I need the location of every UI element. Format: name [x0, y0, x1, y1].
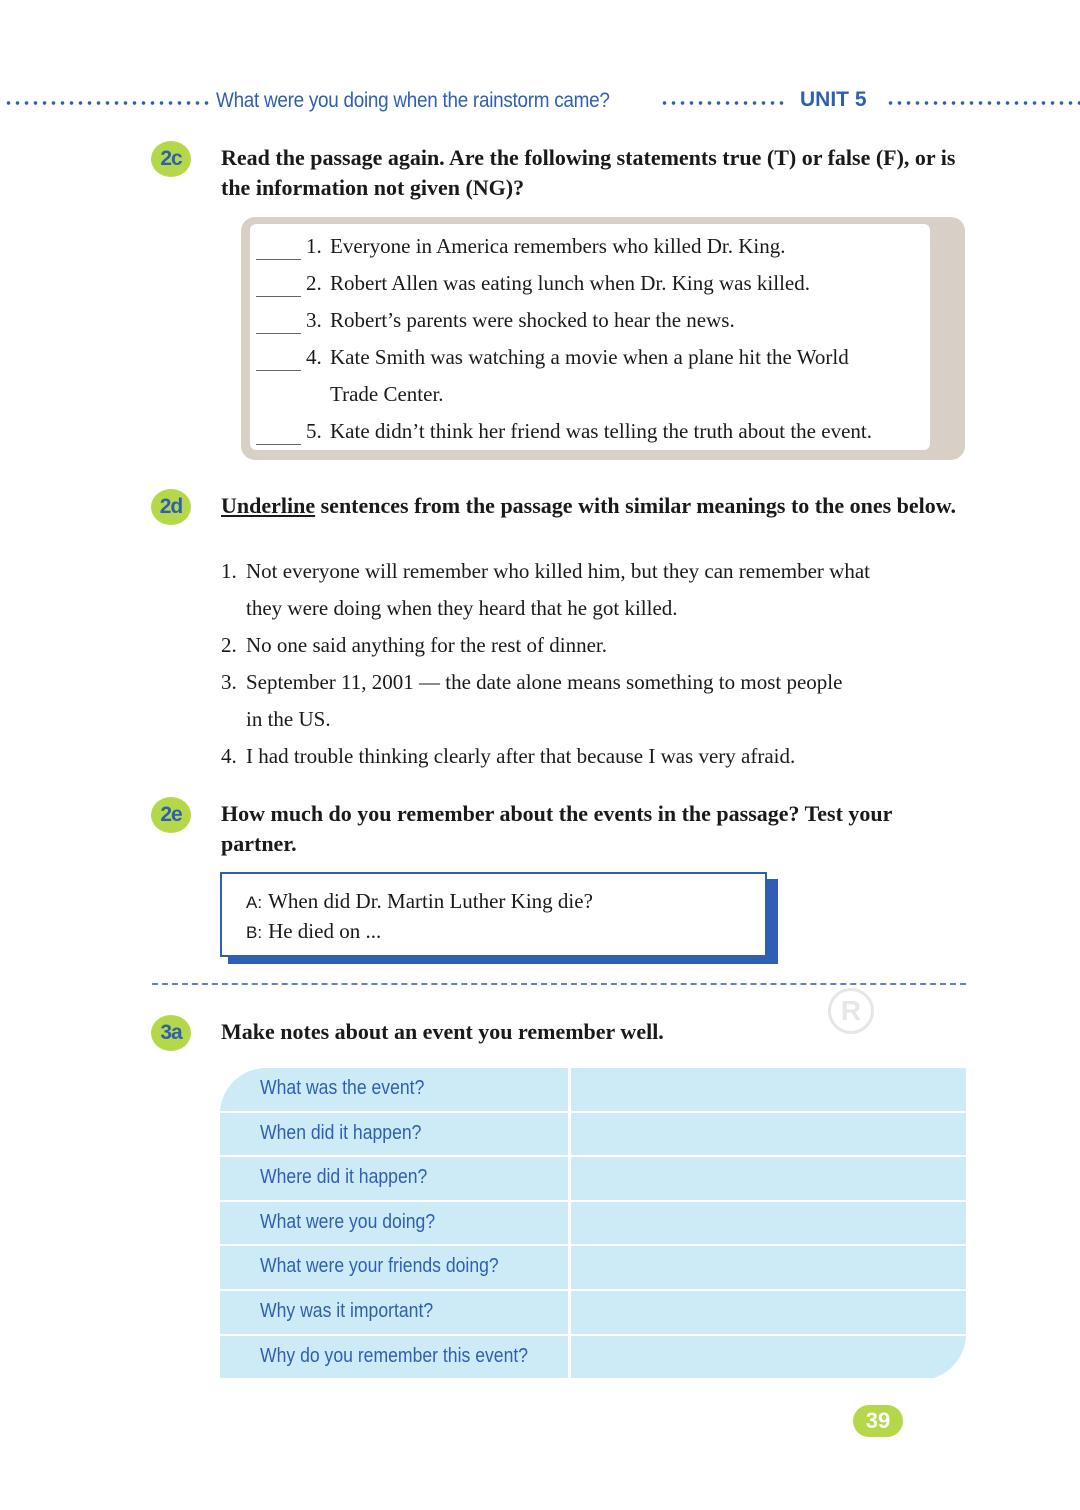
statement-row-continued — [250, 376, 940, 413]
statement-row: 4. Kate Smith was watching a movie when a plane hit the World — [250, 339, 940, 376]
answer-blank[interactable] — [256, 413, 301, 445]
notes-row — [220, 1291, 966, 1336]
statement-text: Robert Allen was eating lunch when Dr. King was killed. — [330, 271, 810, 295]
dialog-line: B: He died on ... — [246, 919, 382, 943]
answer-blank[interactable] — [256, 302, 301, 334]
speaker-label: A: — [246, 893, 263, 912]
instruction-2e: How much do you remember about the events in the passage? Test your partner. — [221, 801, 893, 856]
notes-question: What were you doing? — [260, 1210, 436, 1233]
statement-text: Everyone in America remembers who killed Dr. King. — [330, 234, 786, 258]
section-badge-2c: 2c — [151, 141, 191, 177]
notes-question: When did it happen? — [260, 1121, 422, 1144]
notes-question: Why do you remember this event? — [260, 1344, 529, 1367]
statement-text: Kate didn’t think her friend was telling the truth about the event. — [330, 419, 872, 443]
header-title: What were you doing when the rainstorm came? — [216, 89, 610, 112]
instruction-3a: Make notes about an event you remember well. — [221, 1019, 664, 1044]
notes-row — [220, 1336, 966, 1380]
notes-row — [220, 1246, 966, 1291]
page-header — [0, 88, 1080, 118]
notes-question: What was the event? — [260, 1077, 425, 1099]
answer-blank[interactable] — [256, 228, 301, 260]
notes-row — [220, 1157, 966, 1202]
instruction-2d: Underline sentences from the passage with similar meanings to the ones below. — [221, 493, 956, 518]
notes-table — [220, 1068, 966, 1380]
registered-mark-watermark: R — [828, 988, 874, 1034]
statement-row: 3. Robert’s parents were shocked to hear the news. — [250, 302, 940, 339]
section-badge-3a: 3a — [151, 1015, 191, 1051]
statements-box — [250, 224, 930, 450]
notes-row — [220, 1202, 966, 1247]
section-divider — [152, 983, 966, 985]
answer-blank[interactable] — [256, 265, 301, 297]
statement-row: 5. Kate didn’t think her friend was telling the truth about the event. — [250, 413, 940, 450]
instruction-2c: Read the passage again. Are the following statements true (T) or false (F), or is the information not given (NG)? — [221, 145, 956, 200]
notes-row — [220, 1068, 966, 1113]
statement-text: Robert’s parents were shocked to hear the news. — [330, 308, 735, 332]
speaker-label: B: — [246, 923, 263, 942]
section-badge-2d: 2d — [151, 489, 191, 525]
header-dots-left — [4, 100, 210, 106]
statement-row: 2. Robert Allen was eating lunch when Dr. King was killed. — [250, 265, 940, 302]
page-number: 39 — [853, 1405, 903, 1437]
statement-text: Kate Smith was watching a movie when a plane hit the World — [330, 345, 849, 369]
dialog-box — [220, 872, 767, 957]
dialog-line: A: When did Dr. Martin Luther King die? — [246, 889, 593, 913]
notes-row — [220, 1113, 966, 1158]
notes-column-divider — [568, 1068, 571, 1380]
header-unit: UNIT 5 — [800, 88, 867, 111]
answer-blank[interactable] — [256, 339, 301, 371]
notes-question: Where did it happen? — [260, 1166, 428, 1189]
section-badge-2e: 2e — [151, 797, 191, 833]
header-dots-middle — [660, 100, 788, 106]
notes-question: Why was it important? — [260, 1300, 434, 1322]
statement-text: Trade Center. — [330, 382, 444, 406]
notes-question: What were your friends doing? — [260, 1255, 499, 1278]
header-dots-right — [886, 100, 1080, 106]
statement-row: 1. Everyone in America remembers who killed Dr. King. — [250, 228, 940, 265]
